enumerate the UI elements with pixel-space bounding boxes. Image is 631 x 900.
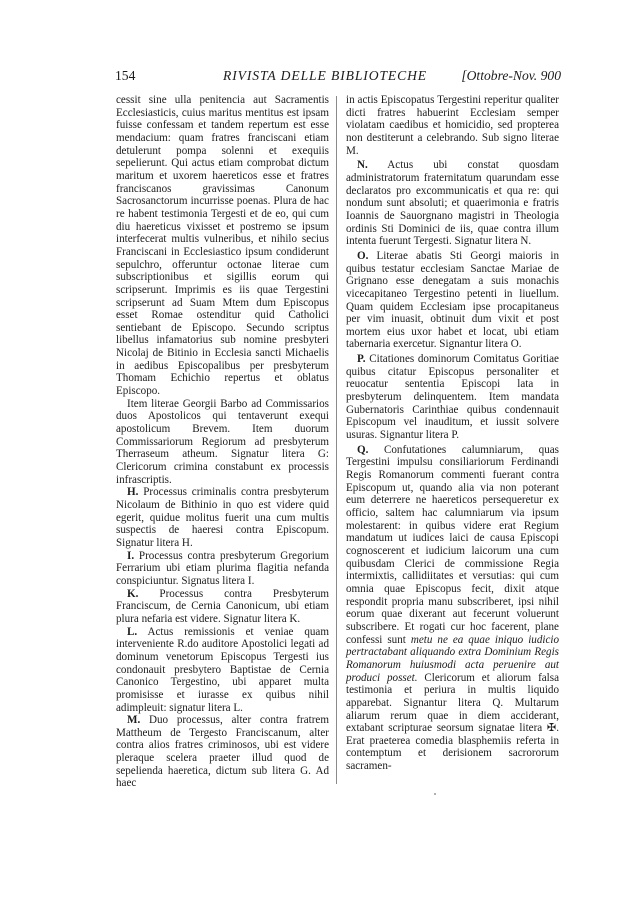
- page-number: 154: [115, 68, 136, 83]
- item-letter: P.: [357, 353, 366, 366]
- item-i: [116, 550, 329, 588]
- item-text: Duo processus, alter contra fratrem Mattheum de Tergesto Franciscanum, alter contra alios fratres criminosos, ubi est videre pleraque scelera praeter illud quod de sepelienda haeretica, dictum sub litera G. Ad haec: [116, 714, 329, 790]
- item-text: Confutationes calumniarum, quas Tergestini impulsu consiliariorum Ferdinandi Regis Romanorum commenti fuerant contra Episcopum ut, quando alia via non poterant eum deterrere ne haereticos persequeretur ex officio, saltem hac calumniarum via ipsum molestarent: in quibus videre erat Regium mandatum ut iudices laici de causa Episcopi cognoscerent et iudicium laicorum una cum quibusdam Clerici de commissione Regia intermixtis, callidiitates et versutias: qui cum omnia quae Episcopus fecit, dixit atque respondit propria manu subscriberet, ipsi nihil eorum quae dixerant aut fecerunt voluerunt subscribere. Et rogati cur hoc facerent, plane confessi sunt: [346, 443, 559, 646]
- item-q: [346, 444, 559, 773]
- item-letter: K.: [127, 587, 139, 600]
- item-letter: I.: [127, 549, 135, 562]
- item-text: Citationes dominorum Comitatus Goritiae quibus citatur Episcopus personaliter et reuocatur sententia Episcopi lata in presbyterum delinquentem. Item mandata Gubernatoris Carinthiae quibus condennauit Episcopum vel inauditum, et iussit solvere usuras. Signantur litera P.: [346, 353, 559, 442]
- item-m-continuation: in actis Episcopatus Tergestini reperitur qualiter dicti fratres habuerint Ecclesiam semper violatam caedibus et homicidio, sed propterea non destiterunt a celebrando. Sub signo literae M.: [346, 94, 559, 157]
- page-speck: [434, 793, 436, 795]
- item-letter: O.: [357, 249, 369, 262]
- item-h: [116, 486, 329, 549]
- item-text: Clericorum et aliorum falsa testimonia et periura in multis liquido apparebat. Signantur litera Q. Multarum aliarum rerum quae in diem acciderant, extabant scripturae seorsum signatae litera ✠. Erat praeterea comedia blasphemiis referta in contemptum et derisionem sacrororum sacramen-: [346, 671, 560, 773]
- left-column: [116, 94, 329, 790]
- item-m: [116, 714, 329, 790]
- right-column: [346, 94, 559, 773]
- item-text: Literae abatis Sti Georgi maioris in quibus testatur ecclesiam Sanctae Mariae de Grignano esse denegatam a suis monachis vicecapitaneo Tergestino petenti in liuellum. Quam quidem Ecclesiam ipse procapitaneus per vim inuasit, obtinuit dum vixit et post mortem eius uxor habet et locat, ubi etiam tabernaria exercetur. Signantur litera O.: [346, 249, 559, 351]
- item-letter: H.: [127, 486, 139, 499]
- item-text: Processus criminalis contra presbyterum Nicolaum de Bithinio in quo est videre quid egerit, quidue molitus fuerit una cum multis suspectis de haeresi contra Episcopum. Signatur litera H.: [116, 486, 329, 549]
- item-o: [346, 250, 559, 351]
- running-header: [115, 66, 561, 86]
- item-l: [116, 626, 329, 715]
- column-divider: [336, 96, 337, 784]
- item-text: Processus contra Presbyterum Franciscum, de Cernia Canonicum, ubi etiam plura nefaria est videre. Signatur litera K.: [116, 587, 329, 625]
- italic-quotation: metu ne ea quae iniquo iudicio pertractabant aliquando extra Dominium Regis Romanorum huiusmodi acta peruenire aut produci posset.: [346, 633, 560, 684]
- journal-title: RIVISTA DELLE BIBLIOTECHE: [223, 68, 427, 83]
- item-letter: L.: [127, 625, 138, 638]
- item-text: Actus remissionis et veniae quam interveniente R.do auditore Apostolici legati ad dominum venetorum Episcopus Tergesti ius condonauit presbytero Baptistae de Cernia Canonico Tergestino, ubi apparet multa promisisse et iurasse ex quibus nihil adimpleuit: signatur litera L.: [116, 625, 329, 714]
- item-n: [346, 159, 559, 248]
- item-text: Actus ubi constat quosdam administratorum fraternitatum quarundam esse declaratos pro excommunicatis et qua re: qui nondum sunt absoluti; et quaerimonia e fratris Ioannis de Sauorgnano magistri in Theologia ordinis Sti Dominici de iis, quae contra illum intenta fuerunt Tergesti. Signatur litera N.: [346, 159, 560, 248]
- paragraph-continuation: cessit sine ulla penitencia aut Sacramentis Ecclesiasticis, cuius maritus mentitus est ipsam fuisse confessam et tandem repertum est esse mendacium: quam fratres franciscani etiam detulerunt pompa solenni et exequiis sepelierunt. Qui actus etiam comprobat dictum maritum et uxorem haereticos esse et fratres franciscanos gravissimas Canonum Sacrosanctorum incurrisse poenas. Plura de hac re habent testimonia Tergesti et de eo, qui cum diu haereticus vixisset et postremo se ipsum interfecerat multis vulneribus, et nihilo secius Franciscani in Ecclesiastico ipsum condiderunt sepulchro, offeruntur octonae literae cum subscriptionibus et sigillis eorum qui scripserunt. Imprimis es iis quae Tergestini scripserunt ad Suam Mtem dum Episcopus esset Romae ostenditur quid Catholici sentiebant de Episcopo. Secundo scriptus libellus infamatorius sub nomine presbyteri Nicolaj de Bitinio in Ecclesia sancti Michaelis in aedibus Episcopalibus per presbyterum Thomam Echichio repertus et oblatus Episcopo.: [116, 94, 329, 398]
- item-p: [346, 353, 559, 442]
- item-letter: N.: [357, 159, 368, 172]
- issue-date: [Ottobre-Nov. 900: [461, 68, 561, 83]
- item-k: [116, 588, 329, 626]
- item-letter: Q.: [357, 443, 369, 456]
- item-text: Processus contra presbyterum Gregorium Ferrarium ubi etiam plurima flagitia nefanda conspiciuntur. Signatus litera I.: [116, 549, 329, 587]
- item-letter: M.: [127, 714, 141, 727]
- paragraph-item-g: Item literae Georgii Barbo ad Commissarios duos Apostolicos qui tentaverunt exequi apostolicum Brevem. Item duorum Commissariorum Regiorum ad presbyterum Therraseum atheum. Signatur litera G: Clericorum crimina constabunt ex processis infrascriptis.: [116, 397, 329, 486]
